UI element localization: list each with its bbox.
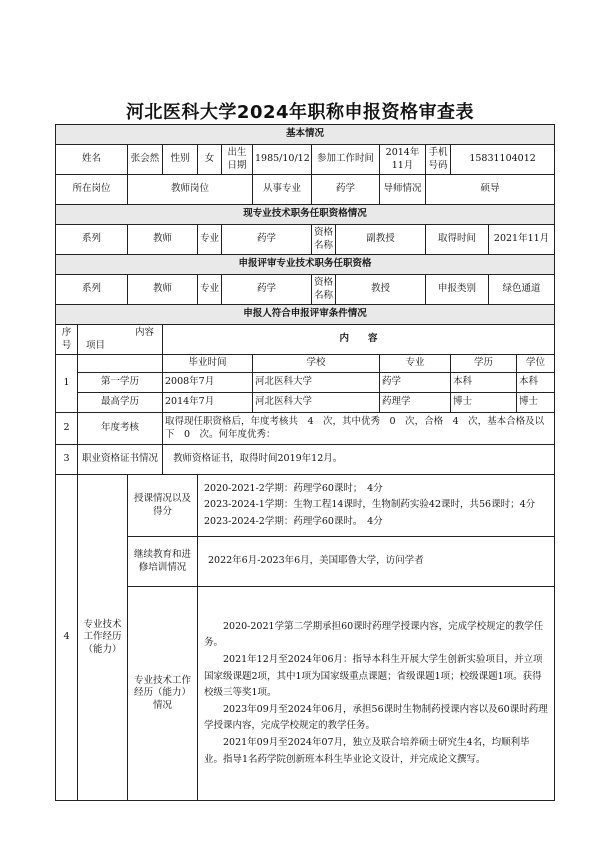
phone-label: 手机号码 [426,145,451,175]
edu-blank [78,355,163,373]
teaching-line: 2020-2021-2学期：药理学60课时； 4分 [204,482,383,494]
teaching-line: 2023-2024-2学期：药理学60课时。 4分 [204,515,383,527]
item-header-top: 内容 [134,327,154,339]
apply-qual-label: 资格名称 [312,275,336,305]
experience-label: 专业技术工作经历（能力）情况 [128,587,198,801]
phone-value: 15831104012 [451,145,555,175]
certificate-text: 教师资格证书，取得时间2019年12月。 [163,445,555,475]
current-series-value: 教师 [128,225,198,255]
current-series-label: 系列 [56,225,128,255]
teaching-content [198,475,555,537]
section-basic: 基本情况 [56,125,555,145]
apply-qual-value: 教授 [336,275,426,305]
edu-highest-time: 2014年7月 [163,393,253,413]
apply-series-value: 教师 [128,275,198,305]
edu-first-edu: 本科 [451,373,517,393]
annual-review-text: 取得现任职资格后，年度考核共 4 次，其中优秀 0 次，合格 4 次，基本合格及以下 0 次。何年度优秀： [163,413,555,445]
training-text: 2022年6月-2023年6月，美国耶鲁大学，访问学者 [198,537,555,587]
edu-header-edu: 学历 [451,355,517,373]
apply-series-label: 系列 [56,275,128,305]
edu-highest-school: 河北医科大学 [253,393,380,413]
advisor-label: 导师情况 [380,175,426,205]
post-value: 教师岗位 [128,175,253,205]
experience-row-label: 专业技术工作经历（能力） [78,475,128,801]
section-conditions: 申报人符合申报评审条件情况 [56,305,555,325]
major-label: 从事专业 [253,175,312,205]
birth-label: 出生日期 [222,145,253,175]
item-header [78,325,163,355]
edu-header-degree: 学位 [517,355,555,373]
experience-content [198,587,555,801]
edu-highest-major: 药理学 [380,393,451,413]
work-time-value: 2014年11月 [380,145,426,175]
current-major-label: 专业 [198,225,222,255]
experience-paragraph: 2020-2021学第二学期承担60课时药理学授课内容，完成学校规定的教学任务。 [204,620,544,649]
row-4-number: 4 [56,475,78,801]
work-time-label: 参加工作时间 [312,145,380,175]
name-value: 张会然 [128,145,163,175]
teaching-line: 2023-2024-1学期：生物工程14课时，生物制药实验42课时，共56课时；4分 [204,499,536,511]
edu-highest-edu: 博士 [451,393,517,413]
current-qual-label: 资格名称 [312,225,336,255]
row-1-number: 1 [56,355,78,413]
current-time-label: 取得时间 [426,225,489,255]
apply-type-label: 申报类别 [426,275,489,305]
training-label: 继续教育和进修培训情况 [128,537,198,587]
edu-first-label: 第一学历 [78,373,163,393]
edu-highest-label: 最高学历 [78,393,163,413]
edu-first-time: 2008年7月 [163,373,253,393]
seq-header: 序号 [56,325,78,355]
row-2-number: 2 [56,413,78,445]
section-apply: 申报评审专业技术职务任职资格 [56,255,555,275]
experience-paragraph: 2023年09月至2024年06月，承担56课时生物制药授课内容以及60课时药理学授课内容，完成学校规定的教学任务。 [204,703,548,732]
edu-header-time: 毕业时间 [163,355,253,373]
row-3-number: 3 [56,445,78,475]
current-time-value: 2021年11月 [489,225,555,255]
item-header-bottom: 项目 [86,339,106,351]
major-value: 药学 [312,175,380,205]
edu-header-school: 学校 [253,355,380,373]
current-major-value: 药学 [222,225,312,255]
teaching-label: 授课情况以及得分 [128,475,198,537]
birth-value: 1985/10/12 [253,145,312,175]
gender-value: 女 [198,145,222,175]
apply-major-value: 药学 [222,275,312,305]
apply-type-value: 绿色通道 [489,275,555,305]
edu-first-degree: 本科 [517,373,555,393]
review-table [55,124,555,801]
post-label: 所在岗位 [56,175,128,205]
apply-major-label: 专业 [198,275,222,305]
edu-first-school: 河北医科大学 [253,373,380,393]
current-qual-value: 副教授 [336,225,426,255]
certificate-label: 职业资格证书情况 [78,445,163,475]
experience-paragraph: 2021年09月至2024年07月，独立及联合培养硕士研究生4名，均顺利毕业。指导1名药学院创新班本科生毕业论文设计，并完成论文撰写。 [204,737,530,765]
page-title: 河北医科大学2024年职称申报资格审查表 [125,102,475,123]
name-label: 姓名 [56,145,128,175]
edu-header-major: 专业 [380,355,451,373]
edu-highest-degree: 博士 [517,393,555,413]
gender-label: 性别 [163,145,198,175]
content-header: 内 容 [163,325,555,355]
annual-review-label: 年度考核 [78,413,163,445]
experience-paragraph: 2021年12月至2024年06月：指导本科生开展大学生创新实验项目，并立项国家级课题2项，其中1项为国家级重点课题；省级课题1项；校级课题1项。获得校级三等奖1项。 [204,653,543,699]
advisor-value: 硕导 [426,175,555,205]
section-current: 现专业技术职务任职资格情况 [56,205,555,225]
edu-first-major: 药学 [380,373,451,393]
